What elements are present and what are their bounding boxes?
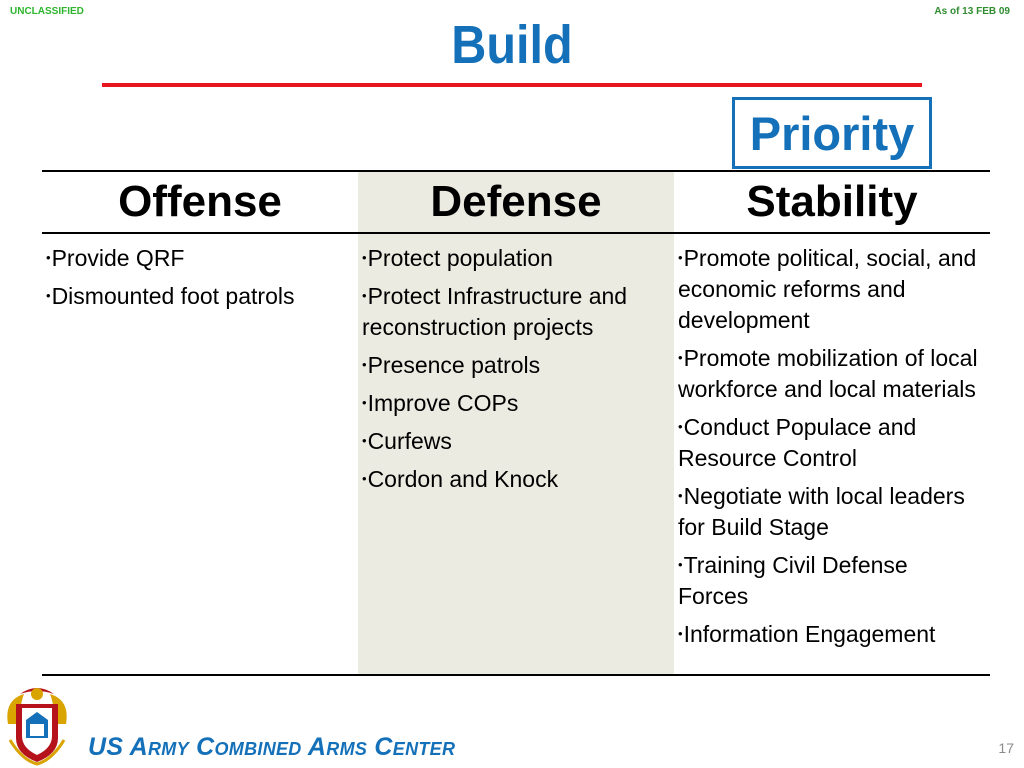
- offense-column: [42, 172, 358, 674]
- list-item: •Training Civil Defense Forces: [678, 552, 908, 609]
- title-divider: [102, 83, 922, 87]
- list-item-text: Cordon and Knock: [367, 466, 559, 492]
- list-item-text: Improve COPs: [367, 390, 519, 416]
- list-item-text: Promote political, social, and economic reforms and development: [678, 245, 977, 333]
- defense-list: [358, 234, 674, 495]
- list-item-text: Provide QRF: [51, 245, 185, 271]
- defense-column: [358, 172, 674, 674]
- list-item: •Promote mobilization of local workforce and local materials: [678, 345, 978, 402]
- list-item-text: Curfews: [367, 428, 452, 454]
- offense-header: Offense: [42, 172, 358, 234]
- mission-table: [42, 170, 990, 676]
- list-item: •Information Engagement: [678, 621, 936, 647]
- list-item: •Provide QRF: [46, 245, 185, 271]
- classification-label: UNCLASSIFIED: [10, 6, 84, 17]
- list-item-text: Presence patrols: [367, 352, 541, 378]
- list-item-text: Protect population: [367, 245, 553, 271]
- list-item-text: Negotiate with local leaders for Build Stage: [678, 483, 965, 540]
- list-item: •Curfews: [362, 428, 452, 454]
- slide-title: Build: [451, 15, 573, 75]
- list-item: •Protect population: [362, 245, 553, 271]
- list-item-text: Training Civil Defense Forces: [678, 552, 908, 609]
- list-item: •Promote political, social, and economic reforms and development: [678, 245, 977, 333]
- list-item-text: Promote mobilization of local workforce and local materials: [678, 345, 978, 402]
- list-item-text: Information Engagement: [683, 621, 936, 647]
- list-item: •Improve COPs: [362, 390, 519, 416]
- footer-org-name: US Army Combined Arms Center: [88, 733, 456, 761]
- list-item-text: Dismounted foot patrols: [51, 283, 295, 309]
- cac-emblem-icon: [2, 680, 72, 766]
- offense-list: [42, 234, 358, 312]
- list-item-text: Protect Infrastructure and reconstruction projects: [362, 283, 628, 340]
- list-item: •Negotiate with local leaders for Build Stage: [678, 483, 965, 540]
- priority-box: Priority: [732, 97, 932, 169]
- list-item: •Conduct Populace and Resource Control: [678, 414, 917, 471]
- stability-list: [674, 234, 990, 650]
- list-item: •Dismounted foot patrols: [46, 283, 295, 309]
- list-item-text: Conduct Populace and Resource Control: [678, 414, 917, 471]
- list-item: •Presence patrols: [362, 352, 541, 378]
- defense-header: Defense: [358, 172, 674, 234]
- page-number: 17: [998, 740, 1014, 756]
- stability-header: Stability: [674, 172, 990, 234]
- list-item: •Cordon and Knock: [362, 466, 559, 492]
- as-of-date: As of 13 FEB 09: [934, 6, 1010, 17]
- stability-column: [674, 172, 990, 674]
- list-item: •Protect Infrastructure and reconstruction projects: [362, 283, 628, 340]
